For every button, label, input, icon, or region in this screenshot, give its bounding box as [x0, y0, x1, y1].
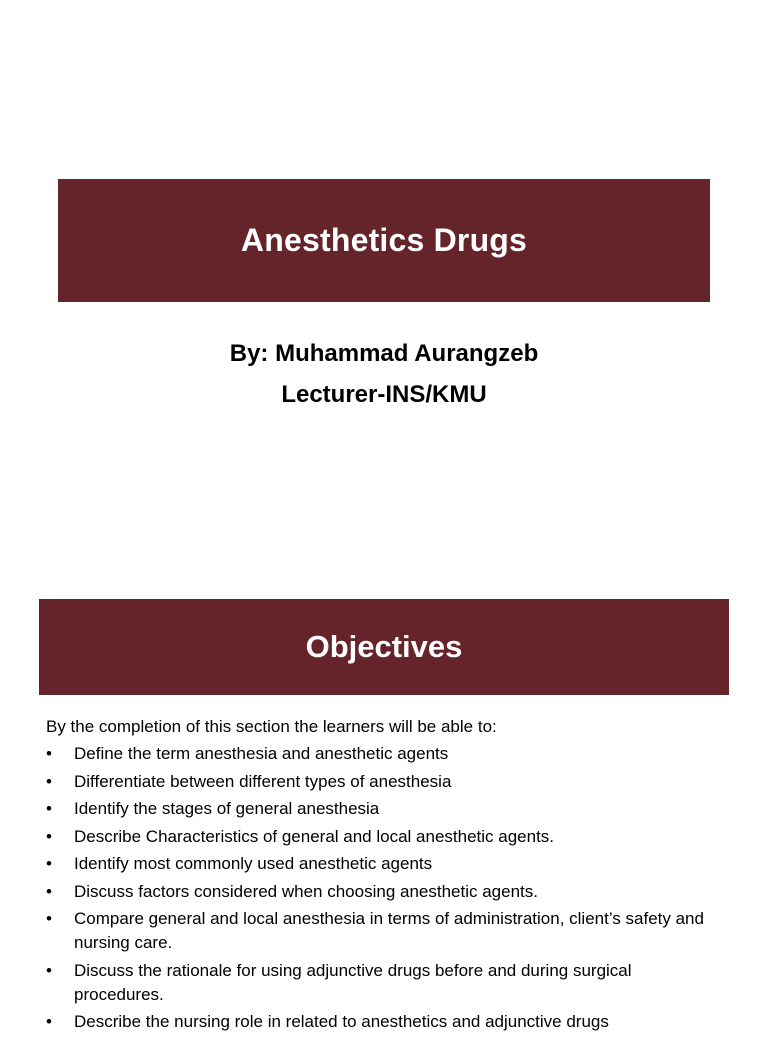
author-block — [0, 333, 768, 415]
list-item-text: Describe Characteristics of general and local anesthetic agents. — [74, 826, 555, 846]
list-item — [46, 959, 718, 1007]
bullet-icon: • — [46, 881, 52, 901]
list-item-text: Define the term anesthesia and anesthetic agents — [74, 744, 449, 763]
objectives-slide — [0, 580, 768, 1031]
bullet-icon: • — [46, 826, 52, 846]
bullet-icon: • — [46, 960, 52, 980]
objectives-body — [46, 715, 718, 1038]
list-item — [46, 907, 718, 955]
bullet-icon: • — [46, 799, 52, 818]
bullet-icon: • — [46, 771, 52, 791]
list-item-text: Discuss the rationale for using adjunctive drugs before and during surgical procedures. — [74, 960, 632, 1004]
bullet-icon: • — [46, 1012, 52, 1031]
list-item-text: Identify most commonly used anesthetic agents — [74, 854, 433, 873]
list-item-text: Identify the stages of general anesthesia — [74, 799, 380, 818]
objectives-title: Objectives — [305, 629, 463, 664]
slide-title: Anesthetics Drugs — [240, 222, 528, 258]
bullet-icon: • — [46, 744, 52, 763]
objectives-banner — [39, 599, 729, 695]
list-item-text: Describe the nursing role in related to anesthetics and adjunctive drugs — [74, 1012, 609, 1031]
list-item-text: Discuss factors considered when choosing anesthetic agents. — [74, 881, 538, 901]
author-name: By: Muhammad Aurangzeb — [229, 340, 539, 367]
author-affiliation: Lecturer-INS/KMU — [281, 381, 487, 408]
list-item — [46, 825, 718, 849]
list-item-text: Differentiate between different types of anesthesia — [74, 771, 452, 791]
bullet-icon: • — [46, 909, 52, 928]
list-item — [46, 852, 718, 876]
list-item — [46, 880, 718, 904]
objectives-intro: By the completion of this section the learners will be able to: — [46, 717, 497, 736]
title-banner — [58, 179, 710, 302]
list-item-text: Compare general and local anesthesia in terms of administration, client’s safety and nursing care. — [74, 909, 704, 952]
list-item — [46, 742, 718, 766]
list-item — [46, 797, 718, 821]
objectives-list — [46, 742, 718, 1034]
bullet-icon: • — [46, 854, 52, 873]
list-item — [46, 1010, 718, 1034]
list-item — [46, 770, 718, 794]
